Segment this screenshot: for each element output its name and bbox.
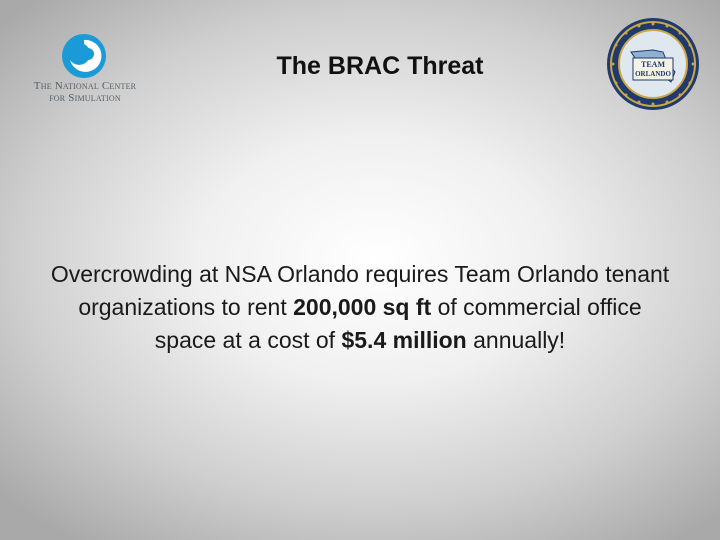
ncs-logo: [10, 30, 160, 110]
org-name-line2: for Simulation: [49, 92, 121, 104]
slide-title: The BRAC Threat: [276, 52, 484, 80]
seal-text-line1: TEAM: [641, 60, 665, 69]
org-name-line1: The National Center: [33, 80, 137, 92]
seal-text-line2: ORLANDO: [635, 70, 671, 78]
area-highlight: 200,000 sq ft: [293, 294, 432, 320]
brac-statement: [50, 258, 670, 357]
statement-part1: Overcrowding at NSA Orlando requires Team Orlando tenant organizations to rent: [50, 261, 670, 320]
org-name: [10, 80, 160, 104]
statement-part3: annually!: [466, 327, 566, 353]
statement-part2: of commercial office space at a cost of: [154, 294, 642, 353]
ncs-swirl-icon: [58, 30, 110, 82]
cost-highlight: $5.4 million: [341, 327, 467, 353]
team-orlando-seal-icon: [605, 16, 701, 112]
